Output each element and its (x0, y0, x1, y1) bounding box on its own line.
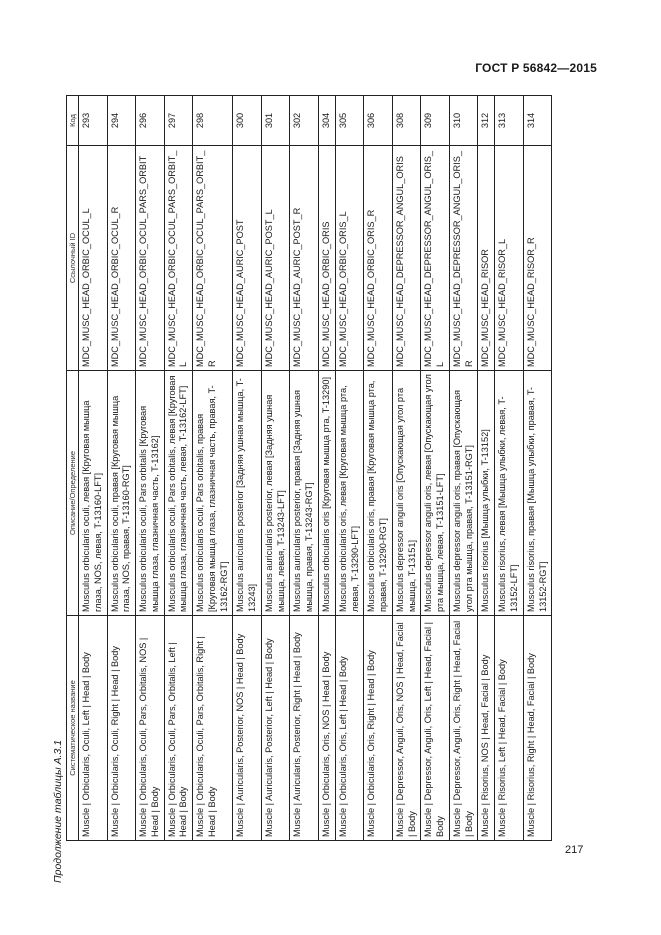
table-row (233, 96, 262, 841)
column-header-code: Код (67, 96, 79, 146)
cell-code: 296 (136, 96, 165, 146)
cell-systematic-name: Muscle | Auricularis, Posterior, Left | Head | Body (261, 616, 290, 841)
cell-systematic-name: Muscle | Orbicularis, Oculi, Pars, Orbitalis, NOS | Head | Body (136, 616, 165, 841)
cell-systematic-name: Muscle | Orbicularis, Oris, NOS | Head | Body (319, 616, 336, 841)
cell-code: 301 (261, 96, 290, 146)
cell-reference-id: MDC_MUSC_HEAD_ORBIC_ORIS_L (335, 146, 364, 371)
table-row (364, 96, 393, 841)
cell-description: Musculus risorius, левая [Мышца улыбки, левая, T-13152-LFT] (495, 371, 524, 616)
cell-code: 297 (164, 96, 193, 146)
cell-code: 310 (449, 96, 478, 146)
table-row (290, 96, 319, 841)
table-row (335, 96, 364, 841)
column-header-name: Систематическое название (67, 616, 79, 841)
rotated-table-container (66, 96, 551, 841)
table-row (392, 96, 421, 841)
cell-reference-id: MDC_MUSC_HEAD_ORBIC_OCUL_PARS_ORBIT_R (193, 146, 233, 371)
table-row (136, 96, 165, 841)
cell-code: 304 (319, 96, 336, 146)
cell-reference-id: MDC_MUSC_HEAD_DEPRESSOR_ANGUL_ORIS_R (449, 146, 478, 371)
table-row (495, 96, 524, 841)
cell-description: Musculus auricularis posterior [Задняя ушная мышца, T-13243] (233, 371, 262, 616)
cell-description: Musculus orbicularis oris, левая [Круговая мышца рта, левая, T-13290-LFT] (335, 371, 364, 616)
cell-reference-id: MDC_MUSC_HEAD_ORBIC_OCUL_R (107, 146, 136, 371)
cell-reference-id: MDC_MUSC_HEAD_ORBIC_OCUL_L (79, 146, 108, 371)
cell-description: Musculus auricularis posterior, левая [Задняя ушная мышца, левая, T-13243-LFT] (261, 371, 290, 616)
table-header-row (67, 96, 79, 841)
cell-reference-id: MDC_MUSC_HEAD_DEPRESSOR_ANGUL_ORIS_L (421, 146, 450, 371)
cell-systematic-name: Muscle | Orbicularis, Oculi, Right | Head | Body (107, 616, 136, 841)
cell-systematic-name: Muscle | Orbicularis, Oculi, Pars, Orbitalis, Right | Head | Body (193, 616, 233, 841)
cell-systematic-name: Muscle | Auricularis, Posterior, NOS | Head | Body (233, 616, 262, 841)
cell-description: Musculus orbicularis oculi, Pars orbitalis [Круговая мышца глаза, глазничная часть, T-13162] (136, 371, 165, 616)
cell-description: Musculus depressor anguli oris [Опускающая угол рта мышца, T-13151] (392, 371, 421, 616)
cell-description: Musculus orbicularis oculi, Pars orbitalis, правая [Круговая мышца глаза, глазничная часть, правая, T-13162-RGT] (193, 371, 233, 616)
data-table (66, 95, 552, 841)
cell-description: Musculus orbicularis oris [Круговая мышца рта, T-13290] (319, 371, 336, 616)
cell-systematic-name: Muscle | Risorius, NOS | Head, Facial | Body (478, 616, 495, 841)
cell-reference-id: MDC_MUSC_HEAD_ORBIC_OCUL_PARS_ORBIT (136, 146, 165, 371)
table-row (449, 96, 478, 841)
cell-description: Musculus orbicularis oris, правая [Круговая мышца рта, правая, T-13290-RGT] (364, 371, 393, 616)
cell-description: Musculus risorius [Мышца улыбки, T-13152] (478, 371, 495, 616)
cell-systematic-name: Muscle | Orbicularis, Oris, Right | Head | Body (364, 616, 393, 841)
cell-code: 293 (79, 96, 108, 146)
cell-description: Musculus risorius, правая [Мышца улыбки, правая, T-13152-RGT] (523, 371, 552, 616)
table-caption: Продолжение таблицы А.3.1 (52, 739, 64, 883)
cell-description: Musculus auricularis posterior, правая [Задняя ушная мышца, правая, T-13243-RGT] (290, 371, 319, 616)
cell-systematic-name: Muscle | Auricularis, Posterior, Right | Head | Body (290, 616, 319, 841)
cell-reference-id: MDC_MUSC_HEAD_ORBIC_OCUL_PARS_ORBIT_L (164, 146, 193, 371)
page-number: 217 (565, 844, 584, 856)
cell-systematic-name: Muscle | Risorius, Left | Head, Facial | Body (495, 616, 524, 841)
cell-code: 294 (107, 96, 136, 146)
table-row (523, 96, 552, 841)
cell-code: 308 (392, 96, 421, 146)
cell-systematic-name: Muscle | Depressor, Anguli, Oris, NOS | Head, Facial | Body (392, 616, 421, 841)
cell-code: 300 (233, 96, 262, 146)
cell-reference-id: MDC_MUSC_HEAD_DEPRESSOR_ANGUL_ORIS (392, 146, 421, 371)
cell-description: Musculus orbicularis oculi, Pars orbitalis, левая [Круговая мышца глаза, глазничная часть, левая, T-13162-LFT] (164, 371, 193, 616)
cell-code: 305 (335, 96, 364, 146)
cell-code: 313 (495, 96, 524, 146)
cell-description: Musculus depressor anguli oris, правая [Опускающая угол рта мышца, правая, T-13151-RGT] (449, 371, 478, 616)
table-row (107, 96, 136, 841)
table-row (193, 96, 233, 841)
cell-reference-id: MDC_MUSC_HEAD_ORBIC_ORIS (319, 146, 336, 371)
cell-reference-id: MDC_MUSC_HEAD_ORBIC_ORIS_R (364, 146, 393, 371)
cell-systematic-name: Muscle | Orbicularis, Oculi, Pars, Orbitalis, Left | Head | Body (164, 616, 193, 841)
cell-reference-id: MDC_MUSC_HEAD_AURIC_POST_L (261, 146, 290, 371)
cell-code: 309 (421, 96, 450, 146)
table-row (79, 96, 108, 841)
table-row (319, 96, 336, 841)
column-header-reference-id: Ссылочный ID (67, 146, 79, 371)
cell-reference-id: MDC_MUSC_HEAD_RISOR (478, 146, 495, 371)
cell-reference-id: MDC_MUSC_HEAD_AURIC_POST (233, 146, 262, 371)
cell-description: Musculus orbicularis oculi, левая [Круговая мышца глаза, NOS, левая, T-13160-LFT] (79, 371, 108, 616)
cell-code: 298 (193, 96, 233, 146)
cell-systematic-name: Muscle | Risorius, Right | Head, Facial | Body (523, 616, 552, 841)
cell-reference-id: MDC_MUSC_HEAD_AURIC_POST_R (290, 146, 319, 371)
cell-description: Musculus depressor anguli oris, левая [Опускающая угол рта мышца, левая, T-13151-LFT] (421, 371, 450, 616)
cell-description: Musculus orbicularis oculi, правая [Круговая мышца глаза, NOS, правая, T-13160-RGT] (107, 371, 136, 616)
cell-reference-id: MDC_MUSC_HEAD_RISOR_R (523, 146, 552, 371)
table-row (164, 96, 193, 841)
cell-reference-id: MDC_MUSC_HEAD_RISOR_L (495, 146, 524, 371)
cell-systematic-name: Muscle | Depressor, Anguli, Oris, Left | Head, Facial | Body (421, 616, 450, 841)
cell-code: 312 (478, 96, 495, 146)
table-row (421, 96, 450, 841)
column-header-description: Описание/Определение (67, 371, 79, 616)
cell-code: 302 (290, 96, 319, 146)
cell-systematic-name: Muscle | Depressor, Anguli, Oris, Right | Head, Facial | Body (449, 616, 478, 841)
cell-systematic-name: Muscle | Orbicularis, Oris, Left | Head | Body (335, 616, 364, 841)
standard-header: ГОСТ Р 56842—2015 (475, 61, 597, 75)
cell-code: 306 (364, 96, 393, 146)
cell-code: 314 (523, 96, 552, 146)
cell-systematic-name: Muscle | Orbicularis, Oculi, Left | Head | Body (79, 616, 108, 841)
table-row (261, 96, 290, 841)
table-row (478, 96, 495, 841)
